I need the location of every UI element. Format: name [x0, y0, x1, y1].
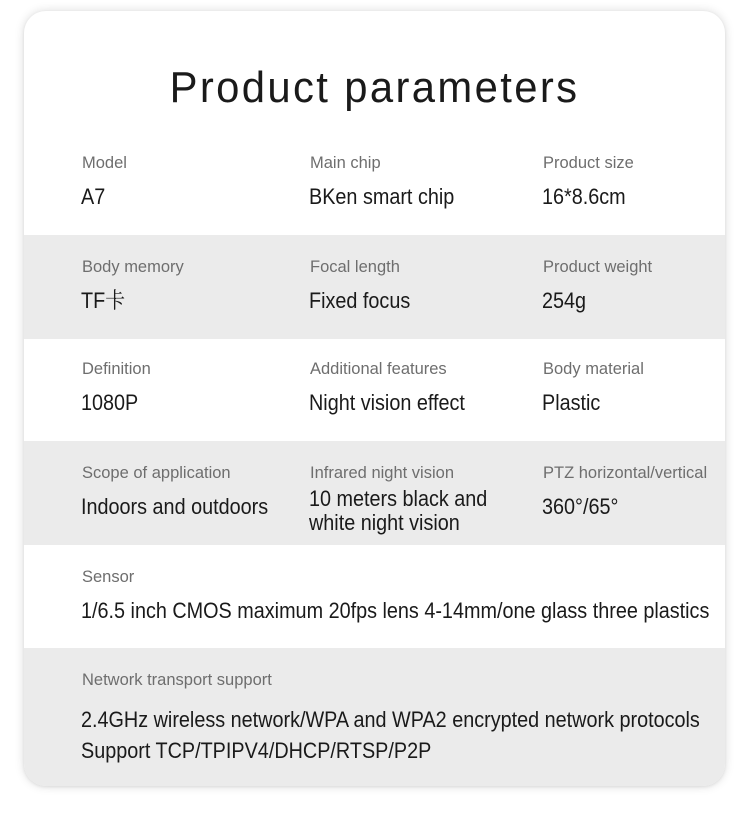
param-value: Fixed focus [309, 288, 411, 313]
param-value: 10 meters black and white night vision [309, 486, 488, 535]
param-value-line-1: 2.4GHz wireless network/WPA and WPA2 encrypted network protocols [81, 707, 700, 732]
param-network-transport [81, 648, 711, 786]
param-value-line-2: Support TCP/TPIPV4/DHCP/RTSP/P2P [81, 738, 432, 763]
param-value: 254g [542, 288, 587, 313]
param-label: Model [82, 154, 127, 172]
param-label: Scope of application [82, 464, 231, 482]
param-infrared-night-vision [309, 441, 534, 545]
param-value: TF卡 [81, 288, 126, 313]
param-label: Main chip [310, 154, 381, 172]
param-value: Indoors and outdoors [81, 494, 269, 519]
param-label: Focal length [310, 258, 400, 276]
param-value-multiline [81, 704, 700, 766]
param-label: Definition [82, 360, 151, 378]
param-value: 1080P [81, 390, 139, 415]
param-value: 360°/65° [542, 494, 619, 519]
param-focal-length [309, 235, 534, 339]
param-value: 1/6.5 inch CMOS maximum 20fps lens 4-14mm/one glass three plastics [81, 598, 710, 623]
param-label: PTZ horizontal/vertical [543, 464, 708, 482]
param-value: Night vision effect [309, 390, 465, 415]
param-value: Plastic [542, 390, 601, 415]
param-value: BKen smart chip [309, 184, 455, 209]
param-label: Product size [543, 154, 634, 172]
param-product-size [542, 131, 725, 235]
param-ptz-angle [542, 441, 725, 545]
param-row-5 [24, 545, 725, 649]
param-sensor [81, 545, 711, 649]
param-label: Network transport support [82, 671, 272, 689]
param-label: Additional features [310, 360, 447, 378]
product-parameters-card [24, 11, 725, 786]
param-definition [81, 337, 296, 441]
param-additional-features [309, 337, 534, 441]
param-product-weight [542, 235, 725, 339]
param-model [81, 131, 296, 235]
param-row-2 [24, 235, 725, 339]
param-row-4 [24, 441, 725, 545]
param-value: 16*8.6cm [542, 184, 626, 209]
param-body-memory [81, 235, 296, 339]
param-label: Infrared night vision [310, 464, 454, 482]
param-label: Body memory [82, 258, 184, 276]
param-value: A7 [81, 184, 106, 209]
param-body-material [542, 337, 725, 441]
param-scope-of-application [81, 441, 296, 545]
page-title: Product parameters [169, 63, 580, 112]
param-label: Body material [543, 360, 644, 378]
param-row-6 [24, 648, 725, 786]
param-label: Product weight [543, 258, 653, 276]
param-row-1 [24, 131, 725, 235]
param-main-chip [309, 131, 534, 235]
param-label: Sensor [82, 568, 135, 586]
param-row-3 [24, 337, 725, 441]
